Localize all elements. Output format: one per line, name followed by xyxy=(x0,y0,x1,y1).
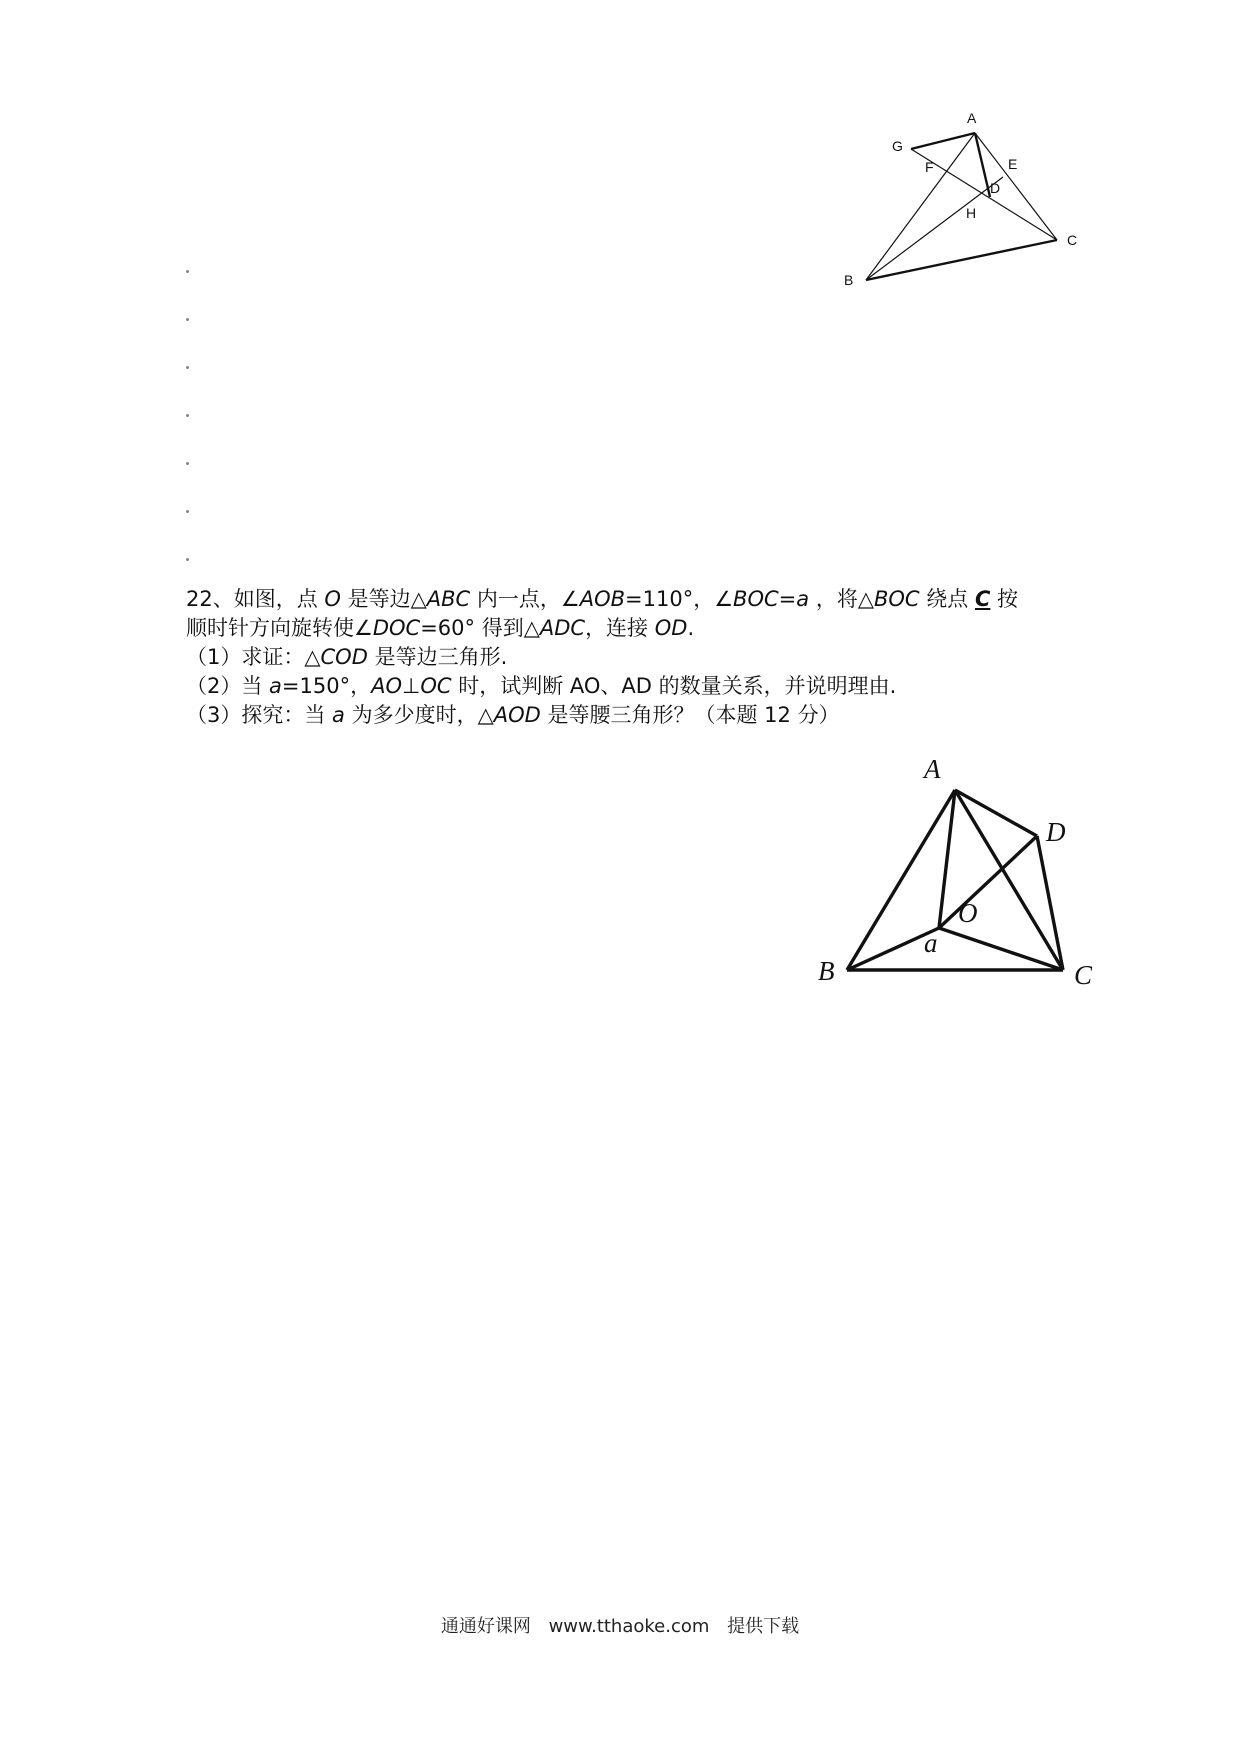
var-a: a xyxy=(332,703,345,727)
var-doc: DOC xyxy=(372,616,421,640)
var-a: a xyxy=(796,587,810,611)
text: =150°， xyxy=(281,674,372,698)
text: . xyxy=(687,616,695,640)
problem-22 xyxy=(186,585,1106,730)
margin-dot xyxy=(186,558,189,561)
var-c-underlined: C xyxy=(974,587,991,611)
text: 内一点， xyxy=(470,587,561,611)
label-point-a: A xyxy=(967,110,977,126)
var-abc: ABC xyxy=(426,587,471,611)
question-2 xyxy=(186,672,1106,701)
text: =110°， xyxy=(625,587,715,611)
margin-dot xyxy=(186,366,189,369)
text: 时，试判断 AO、AD 的数量关系，并说明理由. xyxy=(451,674,897,698)
problem-22-line-2 xyxy=(186,614,1106,643)
var-od: OD xyxy=(654,616,688,640)
text: 为多少度时，△ xyxy=(344,703,494,727)
angle-aob: ∠AOB xyxy=(560,587,626,611)
label-angle-a: a xyxy=(924,928,938,958)
problem-number: 22 xyxy=(186,587,213,611)
question-3 xyxy=(186,701,1106,730)
text: 如图，点 xyxy=(233,587,325,611)
var-o: O xyxy=(324,587,341,611)
figure-2-svg xyxy=(810,748,1120,1003)
var-aod: AOD xyxy=(493,703,541,727)
segment-bc xyxy=(866,240,1057,280)
var-boc: BOC xyxy=(873,587,920,611)
label-point-h: H xyxy=(966,205,977,221)
label-point-f: F xyxy=(925,159,934,175)
margin-dot xyxy=(186,510,189,513)
margin-dot xyxy=(186,462,189,465)
var-adc: ADC xyxy=(539,616,586,640)
text: 是等边三角形. xyxy=(367,645,508,669)
figure-1-diagram xyxy=(835,105,1105,300)
var-ao: AO xyxy=(371,674,403,698)
text: 顺时针方向旋转使∠ xyxy=(186,616,373,640)
segment-ba xyxy=(847,790,955,970)
figure-2-diagram xyxy=(810,748,1120,1003)
text: 是等边△ xyxy=(340,587,427,611)
label-point-o: O xyxy=(958,898,978,928)
footer-url[interactable]: www.tthaoke.com xyxy=(548,1616,710,1637)
margin-dot xyxy=(186,270,189,273)
label-point-e: E xyxy=(1008,156,1018,172)
perp-symbol: ⊥ xyxy=(402,674,421,698)
text: = xyxy=(778,587,797,611)
segment-od xyxy=(939,836,1037,928)
text: =60° 得到△ xyxy=(420,616,540,640)
text: ，连接 xyxy=(585,616,655,640)
label-point-d: D xyxy=(990,180,1001,196)
var-a: a xyxy=(269,674,282,698)
footer-site-name: 通通好课网 xyxy=(440,1616,531,1637)
label-point-g: G xyxy=(892,138,903,154)
var-oc: OC xyxy=(420,674,452,698)
margin-dot xyxy=(186,318,189,321)
text: 按 xyxy=(990,587,1019,611)
figure-1-svg xyxy=(835,105,1105,300)
var-cod: COD xyxy=(320,645,368,669)
label-point-c: C xyxy=(1067,232,1078,248)
text: 绕点 xyxy=(919,587,975,611)
angle-boc: ∠BOC xyxy=(714,587,779,611)
margin-dot xyxy=(186,414,189,417)
label-point-c: C xyxy=(1074,960,1093,990)
text: ，将△ xyxy=(809,587,874,611)
label-point-b: B xyxy=(844,272,854,288)
text: （1）求证：△ xyxy=(186,645,321,669)
problem-22-line-1 xyxy=(186,585,1106,614)
segment-oc xyxy=(939,928,1063,970)
text: 、 xyxy=(212,587,234,611)
label-point-a: A xyxy=(924,754,941,784)
text: 是等腰三角形？（本题 12 分） xyxy=(540,703,840,727)
label-point-b: B xyxy=(818,956,835,986)
text: （2）当 xyxy=(186,674,270,698)
label-point-d: D xyxy=(1046,817,1066,847)
question-1 xyxy=(186,643,1106,672)
text: （3）探究：当 xyxy=(186,703,333,727)
footer-suffix: 提供下载 xyxy=(727,1616,800,1637)
page-footer xyxy=(0,1612,1240,1638)
